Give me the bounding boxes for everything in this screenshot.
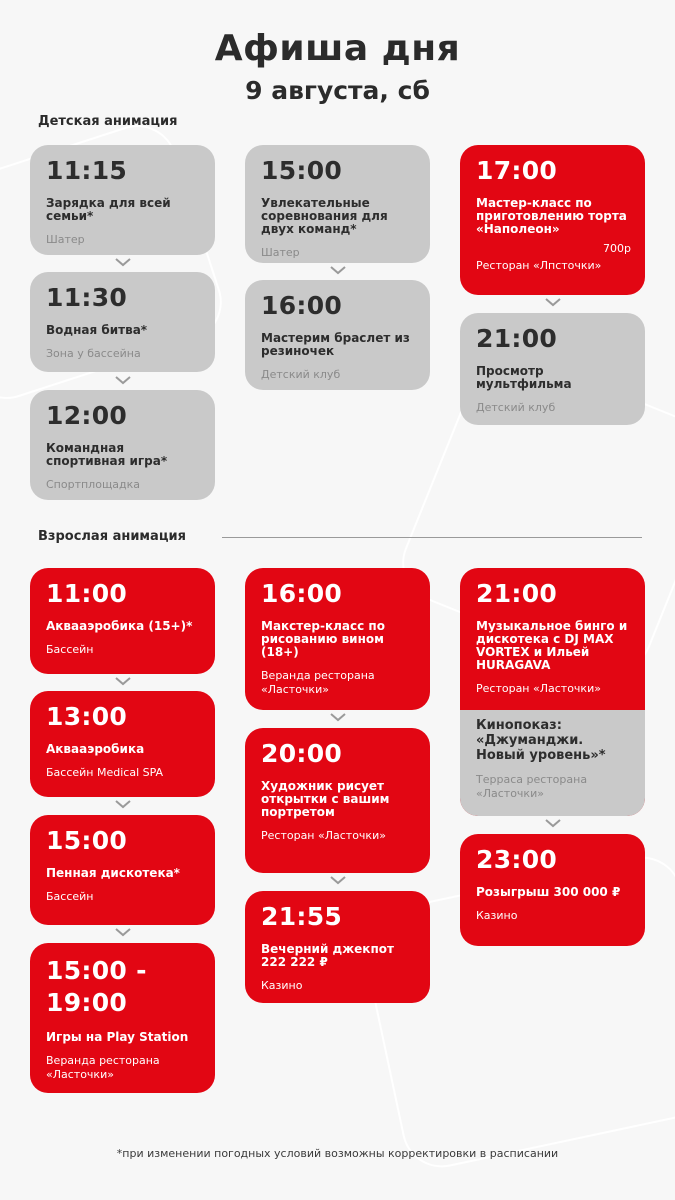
- event-time: 11:15: [46, 156, 128, 185]
- event-time: 16:00: [261, 579, 343, 608]
- event-time: 16:00: [261, 291, 343, 320]
- event-name: Пенная дискотека*: [46, 866, 180, 880]
- chevron-down-icon: [115, 677, 131, 686]
- page-date: 9 августа, сб: [245, 76, 430, 105]
- event-time: 21:00: [476, 324, 558, 353]
- event-time: 11:00: [46, 579, 128, 608]
- event-place: Шатер: [46, 233, 85, 246]
- event-sub-name: Кинопоказ: «Джуманджи. Новый уровень»*: [476, 718, 606, 763]
- event-card: [30, 815, 215, 925]
- chevron-down-icon: [115, 928, 131, 937]
- event-card: [30, 272, 215, 372]
- event-card: [460, 145, 645, 295]
- event-place: Зона у бассейна: [46, 347, 141, 360]
- event-card: [245, 728, 430, 873]
- event-time: 21:00: [476, 579, 558, 608]
- event-place: Веранда ресторана «Ласточки»: [46, 1054, 160, 1081]
- event-place: Бассейн Medical SPA: [46, 766, 164, 779]
- event-card: [30, 390, 215, 500]
- event-card: [30, 145, 215, 255]
- event-sub-place: Терраса ресторана «Ласточки»: [476, 773, 588, 800]
- event-name: Вечерний джекпот 222 222 ₽: [261, 942, 394, 969]
- event-place: Детский клуб: [261, 368, 341, 381]
- event-place: Ресторан «Ласточки»: [261, 829, 386, 842]
- chevron-down-icon: [330, 713, 346, 722]
- event-time: 21:55: [261, 902, 343, 931]
- section-divider: [222, 537, 642, 538]
- event-card: [245, 280, 430, 390]
- event-card: [245, 145, 430, 263]
- event-place: Шатер: [261, 246, 300, 259]
- event-name: Зарядка для всей семьи*: [46, 196, 171, 223]
- event-card: [30, 568, 215, 674]
- event-card: [460, 568, 645, 816]
- event-card: [245, 891, 430, 1003]
- event-name: Мастер-класс по приготовлению торта «Наполеон»: [476, 196, 627, 236]
- event-name: Розыгрыш 300 000 ₽: [476, 885, 621, 899]
- event-place: Казино: [261, 979, 303, 992]
- event-place: Ресторан «Ласточки»: [476, 682, 601, 695]
- event-place: Бассейн: [46, 643, 94, 656]
- page-title: Афиша дня: [214, 28, 461, 69]
- chevron-down-icon: [330, 266, 346, 275]
- event-name: Увлекательные соревнования для двух команд*: [261, 196, 388, 236]
- event-card: [460, 313, 645, 425]
- event-place: Казино: [476, 909, 518, 922]
- chevron-down-icon: [115, 800, 131, 809]
- event-time: 13:00: [46, 702, 128, 731]
- event-price: 700р: [603, 242, 631, 255]
- event-card: [245, 568, 430, 710]
- event-time: 12:00: [46, 401, 128, 430]
- section-title-kids: Детская анимация: [38, 114, 178, 129]
- event-place: Детский клуб: [476, 401, 556, 414]
- event-time: 15:00: [261, 156, 343, 185]
- event-time: 17:00: [476, 156, 558, 185]
- event-name: Художник рисует открытки с вашим портретом: [261, 779, 390, 819]
- event-time: 11:30: [46, 283, 128, 312]
- event-name: Музыкальное бинго и дискотека с DJ MAX VORTEX и Ильей HURAGAVA: [476, 619, 628, 672]
- event-time: 15:00 - 19:00: [46, 956, 147, 1017]
- chevron-down-icon: [115, 258, 131, 267]
- event-card: [460, 834, 645, 946]
- chevron-down-icon: [115, 376, 131, 385]
- event-place: Спортплощадка: [46, 478, 141, 491]
- chevron-down-icon: [330, 876, 346, 885]
- section-title-adults: Взрослая анимация: [38, 529, 186, 544]
- event-place: Веранда ресторана «Ласточки»: [261, 669, 375, 696]
- event-time: 23:00: [476, 845, 558, 874]
- event-card: [30, 691, 215, 797]
- footnote: *при изменении погодных условий возможны корректировки в расписании: [116, 1147, 559, 1160]
- event-name: Водная битва*: [46, 323, 148, 337]
- event-name: Просмотр мультфильма: [476, 364, 572, 391]
- event-name: Аквааэробика: [46, 742, 145, 756]
- event-card: [30, 943, 215, 1093]
- event-name: Игры на Play Station: [46, 1030, 189, 1044]
- event-name: Мастерим браслет из резиночек: [261, 331, 410, 358]
- chevron-down-icon: [545, 298, 561, 307]
- event-name: Командная спортивная игра*: [46, 441, 168, 468]
- event-name: Макстер-класс по рисованию вином (18+): [261, 619, 385, 659]
- event-time: 20:00: [261, 739, 343, 768]
- event-place: Ресторан «Лпсточки»: [476, 259, 602, 272]
- event-sub-block: [460, 710, 645, 816]
- event-place: Бассейн: [46, 890, 94, 903]
- event-time: 15:00: [46, 826, 128, 855]
- event-name: Аквааэробика (15+)*: [46, 619, 193, 633]
- chevron-down-icon: [545, 819, 561, 828]
